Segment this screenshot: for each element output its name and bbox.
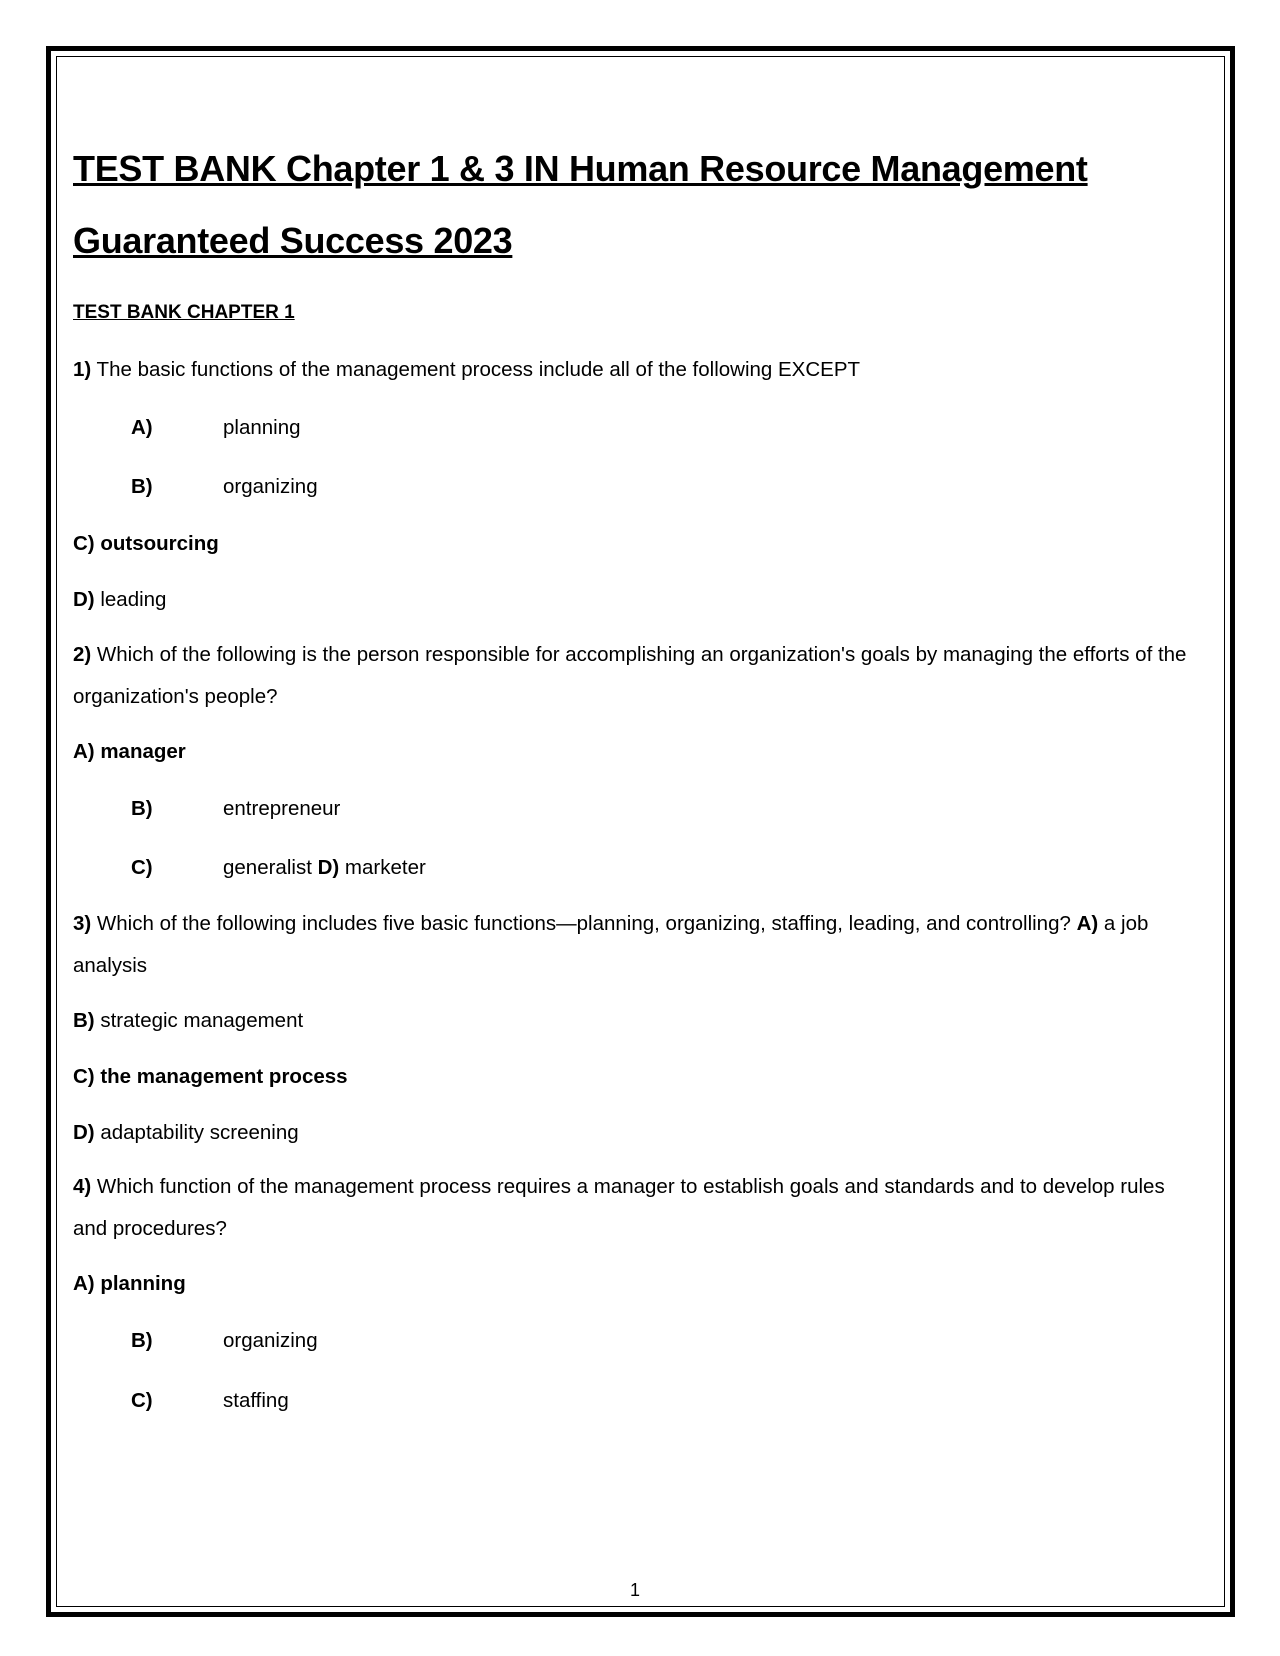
page-border-inner: [56, 56, 1225, 1607]
question-3: [73, 903, 1188, 987]
q4-option-c-text: staffing: [223, 1389, 289, 1412]
q3-option-d: [73, 1121, 299, 1145]
chapter-heading: TEST BANK CHAPTER 1: [73, 302, 295, 323]
option-text: generalist: [223, 856, 318, 879]
q2-option-b-text: entrepreneur: [223, 797, 341, 820]
q1-option-a-label: A): [131, 416, 153, 439]
question-number: 4): [73, 1175, 92, 1198]
option-text: strategic management: [94, 1009, 304, 1032]
q3-option-c-answer: C) the management process: [73, 1065, 348, 1088]
option-label: A): [1076, 912, 1099, 935]
question-2: [73, 634, 1188, 718]
option-text: adaptability screening: [94, 1121, 299, 1144]
q2-option-c-label: C): [131, 856, 153, 879]
question-text: Which function of the management process requires a manager to establish goals and standards and to develop rules and procedures?: [73, 1175, 1165, 1240]
question-text: The basic functions of the management process include all of the following EXCEPT: [91, 358, 861, 381]
q2-option-b-label: B): [131, 797, 153, 820]
q4-option-b-text: organizing: [223, 1329, 318, 1352]
option-text: marketer: [339, 856, 426, 879]
q4-option-c-label: C): [131, 1389, 153, 1412]
question-number: 2): [73, 643, 92, 666]
q1-option-d: [73, 588, 166, 612]
option-label: B): [73, 1009, 95, 1032]
q1-option-b-label: B): [131, 475, 153, 498]
option-label: D): [317, 856, 340, 879]
option-text: leading: [94, 588, 167, 611]
q1-option-a-text: planning: [223, 416, 301, 439]
q4-option-b-label: B): [131, 1329, 153, 1352]
q1-option-c-answer: C) outsourcing: [73, 532, 219, 555]
document-title-line-2: Guaranteed Success 2023: [73, 220, 513, 261]
question-1: [73, 358, 860, 382]
question-text: Which of the following includes five basic functions—planning, organizing, staffing, leading, and controlling?: [91, 912, 1077, 935]
q3-option-b: [73, 1009, 303, 1033]
question-number: 1): [73, 358, 92, 381]
page-number: 1: [630, 1580, 641, 1600]
q2-option-c-d-line: [223, 856, 426, 880]
q1-option-b-text: organizing: [223, 475, 318, 498]
question-4: [73, 1166, 1188, 1250]
q2-option-a-answer: A) manager: [73, 740, 186, 763]
question-text: Which of the following is the person responsible for accomplishing an organization's goals by managing the efforts of the organization's people?: [73, 643, 1187, 708]
option-label: D): [73, 1121, 95, 1144]
option-text: a job analysis: [73, 912, 1149, 977]
document-title-line-1: TEST BANK Chapter 1 & 3 IN Human Resource Management: [73, 148, 1088, 189]
option-label: D): [73, 588, 95, 611]
q4-option-a-answer: A) planning: [73, 1272, 186, 1295]
question-number: 3): [73, 912, 92, 935]
